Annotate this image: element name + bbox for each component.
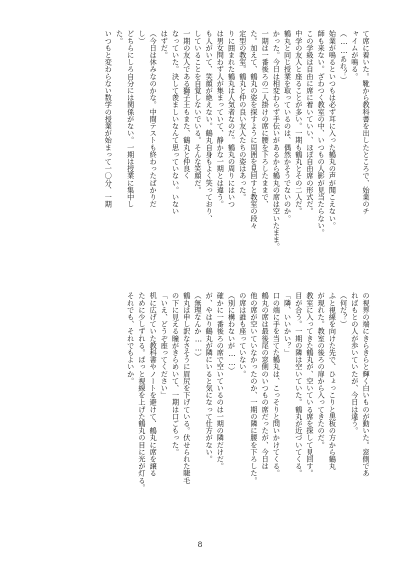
text-line: し） xyxy=(137,30,147,45)
text-line: 一期の友人である獅子王もまた、鶴丸と仲良く xyxy=(182,30,192,180)
text-line: 鶴丸は申し訳なさそうに眉尻を下げている。伏せられた睫毛 xyxy=(182,292,192,484)
text-line: ればもとの人が歩いていたが、今日は違う。 xyxy=(350,292,360,434)
text-line: はずだ。 xyxy=(160,30,170,59)
text-line: 始業が鳴るといつもは必ず耳に入った鶴丸の声が聞こえない。 xyxy=(328,30,338,229)
text-line: ャイムが鳴る。 xyxy=(350,30,360,80)
text-line: 鶴丸と同じ授業を取っているのは、偶然かそうでないのか。 xyxy=(283,30,293,222)
text-line: 一期は一番後ろの二人掛けの席に腰を下ろしたままで、 xyxy=(261,30,271,208)
text-line: 「いえ、どうぞ座ってください」 xyxy=(160,292,170,399)
text-line: 口の端に手を当てた鶴丸は、こっそりと問いかけてくる。 xyxy=(272,292,282,477)
text-line: （別に構わないが……） xyxy=(227,292,237,374)
text-line: かった。今日は相変わらず手伝いがあるから鶴丸の席は空いたまま。 xyxy=(272,30,282,251)
text-line: の視界の端にきらきらと輝く白いものが動いた。窓側であ xyxy=(362,292,371,477)
text-line: の下に見える瞳がきらめいて、一期は口ごもった。 xyxy=(171,292,181,456)
text-line: の席は誰も座っていない。 xyxy=(238,292,248,378)
text-line: 師も来ない。ざわつく教室の中、いつもの人影が見当たらない。 xyxy=(317,30,327,236)
text-line: どちらにしろ自分には関係がない。一期は授業に集中し xyxy=(126,30,136,208)
text-line: 「隣、いいかい？」 xyxy=(283,292,293,356)
text-line: （何だ？） xyxy=(339,292,349,328)
text-line: 確かに一番後ろの席で空いているのは一期の隣だけだ。 xyxy=(216,292,226,470)
text-line: （無理なんか……） xyxy=(193,292,203,360)
text-line: 中学の友人と座ることが多い。一期も鶴丸とその二人だ。 xyxy=(294,30,304,215)
text-line: 鶴丸の席は最後尾の窓側のいつもの席だったが、今日は xyxy=(261,292,271,470)
text-line: 教室に入ってきた鶴丸が、空いている席を探して見回す。 xyxy=(305,292,315,477)
text-line: りに囲まれた鶴丸は人気者なのだ。鶴丸の周りにはいつ xyxy=(227,30,237,208)
text-line: が現れた。教室の後ろの扉から入ってきたのだ。 xyxy=(317,292,327,449)
text-line: それでも、それでもよいか。 xyxy=(126,292,136,385)
text-line: た。加えて、鶴丸の姿を探すように周囲を見回すと教室の段々 xyxy=(249,30,259,229)
text-line: が、やはり鶴丸が隣にいると気になって仕方がない。 xyxy=(205,292,215,463)
text-line: ふと視線を向けた先で、ひょっこりと黒板の方から鶴丸 xyxy=(328,292,338,470)
text-line: （今日は休みなのかな。中間テストも終わったばかりだ xyxy=(149,30,159,208)
bottom-text-column xyxy=(126,292,372,540)
text-line: していることを自覚しないでいる。そんな笑顔だ。 xyxy=(193,30,203,194)
text-line: 目が合う。一期の隣は空いていた。鶴丸が近づいてくる。 xyxy=(294,292,304,477)
top-text-column xyxy=(103,30,372,278)
text-line: も人がいて、笑顔が絶えない。鶴丸自身もよく笑っており、 xyxy=(205,30,215,222)
text-line: は男女問わず人が集まっていて、静かな一期とは違う。 xyxy=(216,30,226,208)
text-line: た。 xyxy=(115,30,125,45)
page-number: 8 xyxy=(197,540,203,549)
text-line: 机に広げていた教科書やノートを避けて、鶴丸に席を譲る xyxy=(149,292,159,477)
text-line: （……あれ？） xyxy=(339,30,349,84)
text-line: 定型の教室。鶴丸と仲の良い友人たちの姿はあった。 xyxy=(238,30,248,201)
text-line: ために少しずれる。ぱっと視線を上げた鶴丸の目に光が灯る。 xyxy=(137,292,147,491)
text-line: この学級は自由に席に着いていい、ほぼ自由席の形式だ。 xyxy=(305,30,315,215)
text-line: なっていた。決して羨ましいなんて思っていない。いない xyxy=(171,30,181,215)
text-line: 他の席が空いていなかったのか、一期の隣に腰を下ろした。 xyxy=(249,292,259,484)
text-line: いつもと変わらない数学の授業が始まって一〇分、一期 xyxy=(104,30,114,208)
text-line: て席に着いた。靴から教科書を出したところで、始業のチ xyxy=(362,30,371,215)
